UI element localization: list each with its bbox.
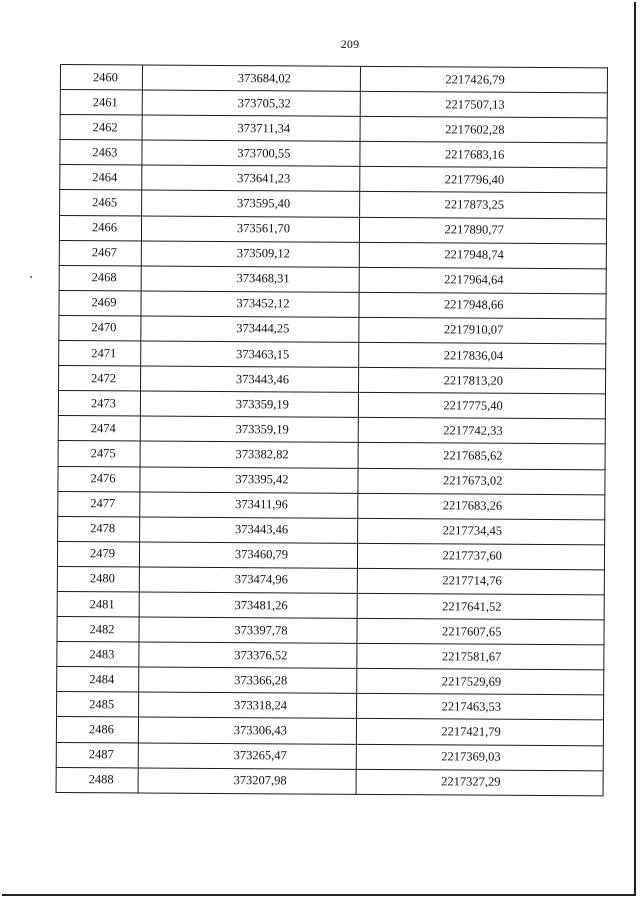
y-coordinate-cell: 2217948,74 <box>359 242 607 269</box>
table-row <box>57 617 604 645</box>
y-coordinate-cell: 2217369,03 <box>356 744 604 771</box>
point-id-cell: 2479 <box>57 541 139 567</box>
x-coordinate-cell: 373265,47 <box>138 743 356 769</box>
table-row <box>57 566 604 594</box>
table-row <box>59 341 606 369</box>
point-id-cell: 2466 <box>59 215 141 241</box>
table-row <box>58 441 605 469</box>
page-number: 209 <box>340 37 360 51</box>
table-row <box>59 215 606 243</box>
point-id-cell: 2467 <box>59 240 141 266</box>
point-id-cell: 2488 <box>56 767 138 793</box>
table-row <box>59 290 606 318</box>
point-id-cell: 2464 <box>60 165 142 191</box>
y-coordinate-cell: 2217673,02 <box>357 468 605 495</box>
table-row <box>59 265 606 293</box>
point-id-cell: 2473 <box>58 391 140 417</box>
table-row <box>59 366 606 394</box>
y-coordinate-cell: 2217507,13 <box>360 91 608 118</box>
table-row <box>57 591 604 619</box>
y-coordinate-cell: 2217873,25 <box>359 192 607 219</box>
x-coordinate-cell: 373443,46 <box>139 517 357 543</box>
table-row <box>60 190 607 218</box>
point-id-cell: 2463 <box>60 140 142 166</box>
point-id-cell: 2482 <box>57 617 139 643</box>
point-id-cell: 2465 <box>60 190 142 216</box>
x-coordinate-cell: 373318,24 <box>138 692 356 718</box>
y-coordinate-cell: 2217742,33 <box>358 418 606 445</box>
point-id-cell: 2474 <box>58 416 140 442</box>
point-id-cell: 2480 <box>57 566 139 592</box>
point-id-cell: 2461 <box>60 90 142 116</box>
point-id-cell: 2470 <box>59 315 141 341</box>
point-id-cell: 2484 <box>57 667 139 693</box>
y-coordinate-cell: 2217948,66 <box>358 292 606 319</box>
point-id-cell: 2486 <box>56 717 138 743</box>
y-coordinate-cell: 2217813,20 <box>358 367 606 394</box>
point-id-cell: 2477 <box>58 491 140 517</box>
x-coordinate-cell: 373397,78 <box>139 617 357 643</box>
table-row <box>56 717 603 745</box>
x-coordinate-cell: 373705,32 <box>142 90 360 116</box>
x-coordinate-cell: 373395,42 <box>140 466 358 492</box>
point-id-cell: 2485 <box>57 692 139 718</box>
x-coordinate-cell: 373366,28 <box>139 667 357 693</box>
y-coordinate-cell: 2217327,29 <box>356 769 604 796</box>
y-coordinate-cell: 2217581,67 <box>356 643 604 670</box>
point-id-cell: 2471 <box>59 341 141 367</box>
x-coordinate-cell: 373468,31 <box>141 266 359 292</box>
y-coordinate-cell: 2217796,40 <box>359 167 607 194</box>
point-id-cell: 2478 <box>58 516 140 542</box>
table-row <box>57 692 604 720</box>
y-coordinate-cell: 2217641,52 <box>357 593 605 620</box>
table-row <box>60 65 607 93</box>
x-coordinate-cell: 373376,52 <box>139 642 357 668</box>
x-coordinate-cell: 373452,12 <box>141 291 359 317</box>
table-row <box>57 667 604 695</box>
y-coordinate-cell: 2217836,04 <box>358 342 606 369</box>
y-coordinate-cell: 2217602,28 <box>360 117 608 144</box>
x-coordinate-cell: 373444,25 <box>141 316 359 342</box>
table-row <box>58 391 605 419</box>
table-row <box>60 90 607 118</box>
y-coordinate-cell: 2217890,77 <box>359 217 607 244</box>
point-id-cell: 2481 <box>57 591 139 617</box>
y-coordinate-cell: 2217463,53 <box>356 694 604 721</box>
x-coordinate-cell: 373595,40 <box>141 190 359 216</box>
x-coordinate-cell: 373460,79 <box>139 542 357 568</box>
table-row <box>60 115 607 143</box>
y-coordinate-cell: 2217529,69 <box>356 669 604 696</box>
x-coordinate-cell: 373700,55 <box>142 140 360 166</box>
y-coordinate-cell: 2217683,26 <box>357 493 605 520</box>
point-id-cell: 2487 <box>56 742 138 768</box>
x-coordinate-cell: 373382,82 <box>140 441 358 467</box>
y-coordinate-cell: 2217607,65 <box>356 618 604 645</box>
y-coordinate-cell: 2217910,07 <box>358 317 606 344</box>
x-coordinate-cell: 373481,26 <box>139 592 357 618</box>
x-coordinate-cell: 373359,19 <box>140 391 358 417</box>
point-id-cell: 2483 <box>57 642 139 668</box>
point-id-cell: 2460 <box>60 65 142 91</box>
table-row <box>56 767 603 795</box>
y-coordinate-cell: 2217685,62 <box>358 443 606 470</box>
x-coordinate-cell: 373561,70 <box>141 216 359 242</box>
x-coordinate-cell: 373306,43 <box>138 717 356 743</box>
x-coordinate-cell: 373684,02 <box>142 65 360 91</box>
point-id-cell: 2476 <box>58 466 140 492</box>
table-row <box>57 642 604 670</box>
table-row <box>60 140 607 168</box>
y-coordinate-cell: 2217737,60 <box>357 543 605 570</box>
table-row <box>58 516 605 544</box>
point-id-cell: 2472 <box>59 366 141 392</box>
x-coordinate-cell: 373443,46 <box>140 366 358 392</box>
scan-speck <box>30 276 32 278</box>
table-row <box>59 240 606 268</box>
y-coordinate-cell: 2217964,64 <box>359 267 607 294</box>
y-coordinate-cell: 2217714,76 <box>357 568 605 595</box>
x-coordinate-cell: 373207,98 <box>138 768 356 794</box>
x-coordinate-cell: 373711,34 <box>142 115 360 141</box>
table-row <box>60 165 607 193</box>
point-id-cell: 2469 <box>59 290 141 316</box>
x-coordinate-cell: 373463,15 <box>141 341 359 367</box>
y-coordinate-cell: 2217426,79 <box>360 66 608 93</box>
coordinates-table-body <box>56 65 607 796</box>
table-row <box>58 416 605 444</box>
x-coordinate-cell: 373474,96 <box>139 567 357 593</box>
point-id-cell: 2475 <box>58 441 140 467</box>
y-coordinate-cell: 2217775,40 <box>358 393 606 420</box>
x-coordinate-cell: 373509,12 <box>141 241 359 267</box>
y-coordinate-cell: 2217683,16 <box>359 142 607 169</box>
table-row <box>58 491 605 519</box>
y-coordinate-cell: 2217421,79 <box>356 719 604 746</box>
table-row <box>59 315 606 343</box>
table-row <box>57 541 604 569</box>
y-coordinate-cell: 2217734,45 <box>357 518 605 545</box>
x-coordinate-cell: 373641,23 <box>142 165 360 191</box>
x-coordinate-cell: 373359,19 <box>140 416 358 442</box>
point-id-cell: 2462 <box>60 115 142 141</box>
point-id-cell: 2468 <box>59 265 141 291</box>
x-coordinate-cell: 373411,96 <box>140 492 358 518</box>
coordinates-table <box>56 64 608 796</box>
table-row <box>56 742 603 770</box>
table-row <box>58 466 605 494</box>
